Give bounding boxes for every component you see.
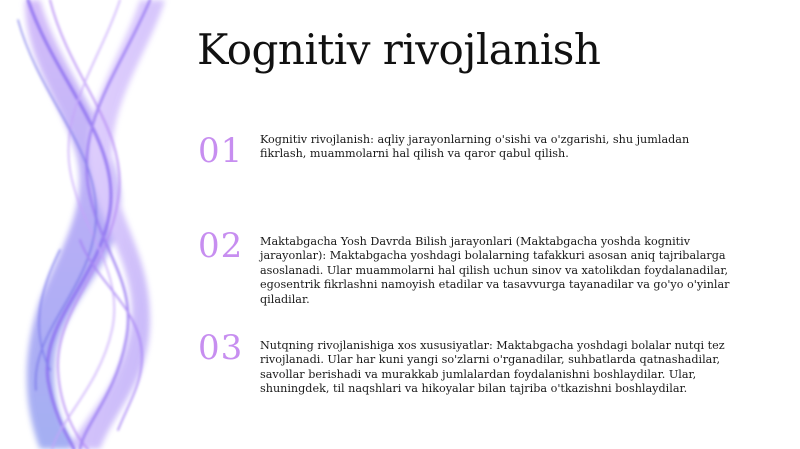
item-number: 02	[198, 226, 244, 266]
item-text: Maktabgacha Yosh Davrda Bilish jarayonlari (Maktabgacha yoshda kognitiv jarayonlar): Maktabgacha yoshdagi bolalarning tafakkuri asosan aniq tajribalarga asoslanadi. Ular muammolarni hal qilish uchun sinov va xatolikdan foydalanadilar, egosentrik fikrlashni namoyish etadilar va tasavvurga tayanadilar va go'yo o'yinlar qiladilar.	[260, 235, 730, 306]
item-number: 01	[198, 131, 244, 171]
slide-title: Kognitiv rivojlanish	[197, 25, 601, 74]
item-number: 03	[198, 328, 244, 368]
item-text: Kognitiv rivojlanish: aqliy jarayonlarning o'sishi va o'zgarishi, shu jumladan fikrlash, muammolarni hal qilish va qaror qabul qilish.	[260, 133, 690, 161]
decorative-wave-image	[0, 0, 190, 449]
item-text: Nutqning rivojlanishiga xos xususiyatlar: Maktabgacha yoshdagi bolalar nutqi tez rivojlanadi. Ular har kuni yangi so'zlarni o'rganadilar, suhbatlarda qatnashadilar, savollar berishadi va murakkab jumlalardan foydalanishni boshlaydilar. Ular, shuningdek, til naqshlari va hikoyalar bilan tajriba o'tkazishni boshlaydilar.	[260, 339, 725, 396]
